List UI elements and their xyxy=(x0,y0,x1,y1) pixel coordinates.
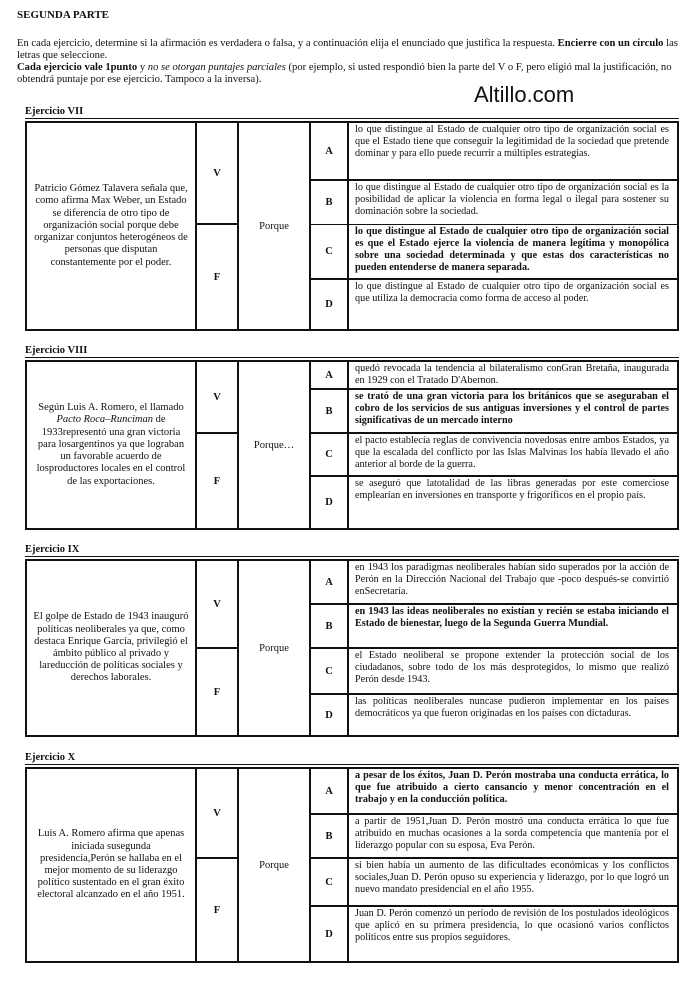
false-option[interactable]: F xyxy=(213,686,221,698)
option-text: lo que distingue al Estado de cualquier otro tipo de organización social es la posibilidad de aplicar la violencia en forma legal o ilegal para sostener su dominación sobre la sociedad. xyxy=(349,181,677,225)
true-false-column xyxy=(197,561,239,735)
statement: Luis A. Romero afirma que apenas iniciada susegunda presidencia,Perón se hallaba en el mejor momento de su liderazgo político sustentado en el gran éxito electoral alcanzado en el año 1951. xyxy=(27,769,197,961)
porque-label: Porque xyxy=(239,123,311,329)
exercise-title: Ejercicio X xyxy=(25,752,76,763)
option-text: se aseguró que latotalidad de las libras generadas por este comerciose emplearían en inversiones en transporte y frigoríficos en el propio país. xyxy=(355,478,669,501)
statement-text: Según Luis A. Romero, el llamado xyxy=(38,402,184,414)
instructions-bold: Encierre con un círculo xyxy=(557,38,664,49)
porque-label: Porque xyxy=(239,769,311,961)
page-title: SEGUNDA PARTE xyxy=(17,9,110,21)
exercise-table xyxy=(25,360,679,530)
option-letter[interactable]: C xyxy=(311,434,349,477)
false-option[interactable]: F xyxy=(213,475,221,487)
statement-italic: Pacto Roca–Runciman xyxy=(56,414,153,426)
statement-text: de 1933representó una gran victoria para losargentinos ya que lograban un favorable acuerdo de losproductores locales en el control de las exportaciones. xyxy=(36,414,186,487)
exercise-divider xyxy=(25,556,679,557)
option-text: se trató de una gran victoria para los británicos que se aseguraban el cobro de los servicios de sus antiguas inversiones y el control de partes significativas de un mercado interno xyxy=(349,390,677,434)
option-letter[interactable]: A xyxy=(311,123,349,181)
option-text: el Estado neoliberal se propone extender la protección social de los ciudadanos, sobre todo de los más desprotegidos, lo mismo que realizó Perón desde 1943. xyxy=(349,649,677,695)
option-letter[interactable]: D xyxy=(311,695,349,735)
option-letter[interactable]: B xyxy=(311,181,349,225)
true-option[interactable]: V xyxy=(197,362,237,434)
option-text: en 1943 los paradigmas neoliberales habían sido superados por la acción de Perón en la Dirección Nacional del Trabajo que -poco después-se convirtió enSecretaría. xyxy=(349,561,677,605)
porque-label: Porque… xyxy=(239,362,311,528)
exercise-divider xyxy=(25,118,679,119)
option-text: si bien había un aumento de las dificultades económicas y los conflictos sociales,Juan D. Perón opuso su experiencia y liderazgo, por lo que logró un nuevo mandato presidencial en el año 1955. xyxy=(349,859,677,907)
option-text: Juan D. Perón comenzó un período de revisión de los postulados ideológicos que aplicó en su primera presidencia, lo que ocasionó varios conflictos políticos entre sus propios seguidores. xyxy=(355,908,669,943)
false-option[interactable]: F xyxy=(213,904,221,916)
option-letter[interactable]: B xyxy=(311,815,349,859)
scoring-y: y xyxy=(139,62,146,73)
scoring-italic: no se otorgan puntajes parciales xyxy=(147,62,286,73)
option-letter[interactable]: B xyxy=(311,390,349,434)
option-letter[interactable]: C xyxy=(311,649,349,695)
true-false-column xyxy=(197,362,239,528)
exercise-divider xyxy=(25,764,679,765)
option-text: lo que distingue al Estado de cualquier otro tipo de organización social es que el Estado ejerce la violencia de manera legítima y monopólica sobre una sociedad determinada y que estas dos características no pueden entenderse de manera separada. xyxy=(349,225,677,280)
instructions xyxy=(17,38,687,86)
option-letter[interactable]: A xyxy=(311,769,349,815)
false-option[interactable]: F xyxy=(213,271,221,283)
option-letter[interactable]: D xyxy=(311,907,349,961)
option-letter[interactable]: A xyxy=(311,561,349,605)
option-text: lo que distingue al Estado de cualquier otro tipo de organización social es que utiliza la democracia como forma de acceso al poder. xyxy=(355,281,669,304)
exercise-title: Ejercicio VIII xyxy=(25,345,88,356)
true-option[interactable]: V xyxy=(197,769,237,859)
true-false-column xyxy=(197,769,239,961)
watermark-logo: Altillo.com xyxy=(474,82,575,107)
option-text: el pacto establecía reglas de convivencia novedosas entre ambos Estados, ya que la escalada del conflicto por las Islas Malvinas los había llevado el año anterior al borde de la guerra. xyxy=(349,434,677,477)
option-letter[interactable]: C xyxy=(311,225,349,280)
true-option[interactable]: V xyxy=(197,561,237,649)
option-letter[interactable]: A xyxy=(311,362,349,390)
option-text: quedó revocada la tendencia al bilateralismo conGran Bretaña, inaugurada en 1929 con el Tratado D'Abernon. xyxy=(349,362,677,390)
instructions-text: En cada ejercicio, determine si la afirmación es verdadera o falsa, y a continuación elija el enunciado que justifica la respuesta. xyxy=(17,38,555,49)
exercise-divider xyxy=(25,357,679,358)
option-text: a pesar de los éxitos, Juan D. Perón mostraba una conducta errática, lo que fue atribuido a cierto cansancio y menor concentración en el trabajo y en la conducción política. xyxy=(349,769,677,815)
instructions-tail: las letras que seleccione. xyxy=(17,38,678,61)
statement xyxy=(27,362,197,528)
exercise-title: Ejercicio VII xyxy=(25,106,84,117)
option-text: a partir de 1951,Juan D. Perón mostró una conducta errática lo que fue atribuido en muchas ocasiones a la sorda competencia que mantenía por el liderazgo popular con su esposa, Eva Perón. xyxy=(349,815,677,859)
option-text: las políticas neoliberales nuncase pudieron implementar en los países democráticos ya que fueron originadas en los países con dictaduras. xyxy=(355,696,669,719)
option-letter[interactable]: D xyxy=(311,477,349,528)
statement: Patricio Gómez Talavera señala que, como afirma Max Weber, un Estado se diferencia de otro tipo de organización social porque debe organizar conjuntos heterogéneos de personas que disputan constantemente por el poder. xyxy=(27,123,197,329)
exercise-table xyxy=(25,559,679,737)
exercise-title: Ejercicio IX xyxy=(25,544,80,555)
option-letter[interactable]: D xyxy=(311,280,349,329)
exercise-table xyxy=(25,767,679,963)
option-text: lo que distingue al Estado de cualquier otro tipo de organización social es que el Estado tiene que conseguir la legitimidad de la sociedad que pretende dominar y para ello puede recurrir a múltiples estrategias. xyxy=(349,123,677,181)
option-text: en 1943 las ideas neoliberales no existían y recién se estaba iniciando el Estado de bienestar, luego de la Segunda Guerra Mundial. xyxy=(349,605,677,649)
true-option[interactable]: V xyxy=(197,123,237,225)
option-letter[interactable]: C xyxy=(311,859,349,907)
statement: El golpe de Estado de 1943 inauguró políticas neoliberales ya que, como destaca Enrique García, privilegió el ámbito público al privado y lareducción de políticas sociales y derechos laborales. xyxy=(27,561,197,735)
option-letter[interactable]: B xyxy=(311,605,349,649)
scoring-bold: Cada ejercicio vale 1punto xyxy=(17,62,138,73)
true-false-column xyxy=(197,123,239,329)
exercise-table xyxy=(25,121,679,331)
porque-label: Porque xyxy=(239,561,311,735)
scoring-tail: (por ejemplo, si usted respondió bien la parte del V o F, pero eligió mal la justificación, no obtendrá puntaje por ese ejercicio. Tampoco a la inversa). xyxy=(17,62,672,85)
